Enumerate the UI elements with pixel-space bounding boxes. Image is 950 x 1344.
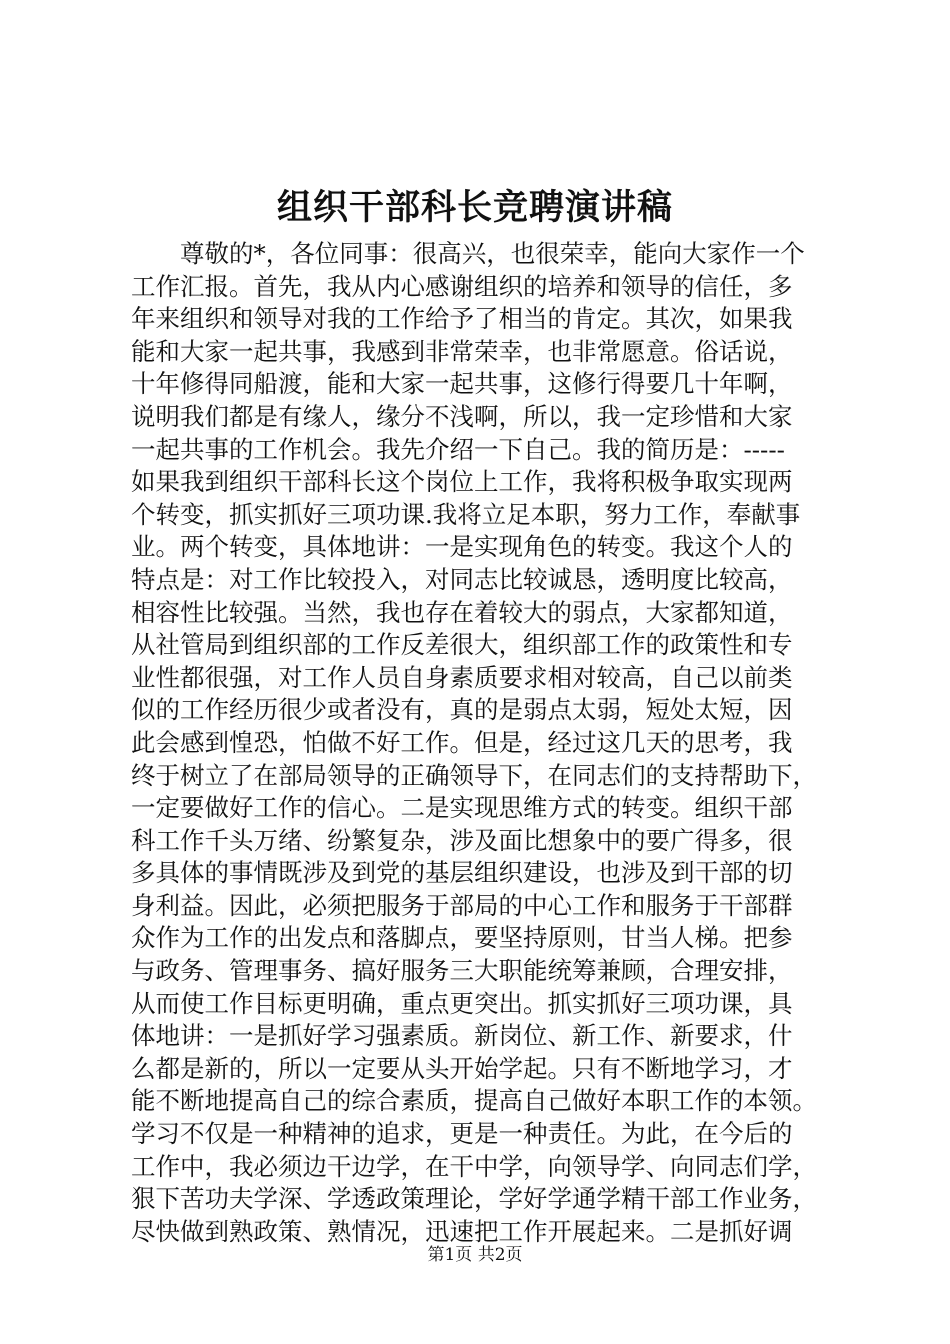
body-line: 从而使工作目标更明确，重点更突出。抓实抓好三项功课，具 — [131, 988, 793, 1018]
page-footer: 第1页 共2页 — [427, 1245, 523, 1265]
body-line: 体地讲：一是抓好学习强素质。新岗位、新工作、新要求，什 — [131, 1021, 793, 1051]
body-line: 此会感到惶恐，怕做不好工作。但是，经过这几天的思考，我 — [131, 727, 793, 757]
body-line: 工作汇报。首先，我从内心感谢组织的培养和领导的信任，多 — [131, 271, 793, 301]
body-line: 一定要做好工作的信心。二是实现思维方式的转变。组织干部 — [131, 793, 793, 823]
body-line: 相容性比较强。当然，我也存在着较大的弱点，大家都知道， — [131, 597, 793, 627]
body-line: 业。两个转变，具体地讲：一是实现角色的转变。我这个人的 — [131, 532, 793, 562]
body-line: 一起共事的工作机会。我先介绍一下自己。我的简历是：----- — [131, 434, 785, 464]
body-line: 年来组织和领导对我的工作给予了相当的肯定。其次，如果我 — [131, 304, 793, 334]
body-line: 身利益。因此，必须把服务于部局的中心工作和服务于干部群 — [131, 890, 793, 920]
body-line: 能不断地提高自己的综合素质，提高自己做好本职工作的本领。 — [131, 1086, 817, 1116]
body-line: 多具体的事情既涉及到党的基层组织建设，也涉及到干部的切 — [131, 858, 793, 888]
body-line: 尊敬的*，各位同事：很高兴，也很荣幸，能向大家作一个 — [180, 239, 805, 268]
body-line: 如果我到组织干部科长这个岗位上工作，我将积极争取实现两 — [131, 467, 793, 497]
body-line: 科工作千头万绪、纷繁复杂，涉及面比想象中的要广得多，很 — [131, 825, 793, 855]
body-line: 业性都很强，对工作人员自身素质要求相对较高，自己以前类 — [131, 662, 793, 692]
body-line: 众作为工作的出发点和落脚点，要坚持原则，甘当人梯。把参 — [131, 923, 793, 953]
document-title: 组织干部科长竞聘演讲稿 — [276, 187, 673, 228]
body-line: 工作中，我必须边干边学，在干中学，向领导学、向同志们学， — [131, 1151, 817, 1181]
body-line: 说明我们都是有缘人，缘分不浅啊，所以，我一定珍惜和大家 — [131, 401, 793, 431]
body-line: 学习不仅是一种精神的追求，更是一种责任。为此，在今后的 — [131, 1119, 793, 1149]
body-line: 从社管局到组织部的工作反差很大，组织部工作的政策性和专 — [131, 630, 793, 660]
body-line: 狠下苦功夫学深、学透政策理论，学好学通学精干部工作业务， — [131, 1184, 817, 1214]
body-line: 终于树立了在部局领导的正确领导下，在同志们的支持帮助下， — [131, 760, 817, 790]
body-line: 么都是新的，所以一定要从头开始学起。只有不断地学习，才 — [131, 1053, 793, 1083]
document-body — [131, 238, 831, 1248]
body-line: 能和大家一起共事，我感到非常荣幸，也非常愿意。俗话说， — [131, 336, 793, 366]
body-line: 特点是：对工作比较投入，对同志比较诚恳，透明度比较高， — [131, 564, 793, 594]
body-line: 似的工作经历很少或者没有，真的是弱点太弱，短处太短，因 — [131, 695, 793, 725]
body-line: 尽快做到熟政策、熟情况，迅速把工作开展起来。二是抓好调 — [131, 1216, 793, 1246]
body-line: 十年修得同船渡，能和大家一起共事，这修行得要几十年啊， — [131, 369, 793, 399]
body-line: 与政务、管理事务、搞好服务三大职能统筹兼顾，合理安排， — [131, 956, 793, 986]
body-line: 个转变，抓实抓好三项功课.我将立足本职，努力工作，奉献事 — [131, 499, 801, 529]
